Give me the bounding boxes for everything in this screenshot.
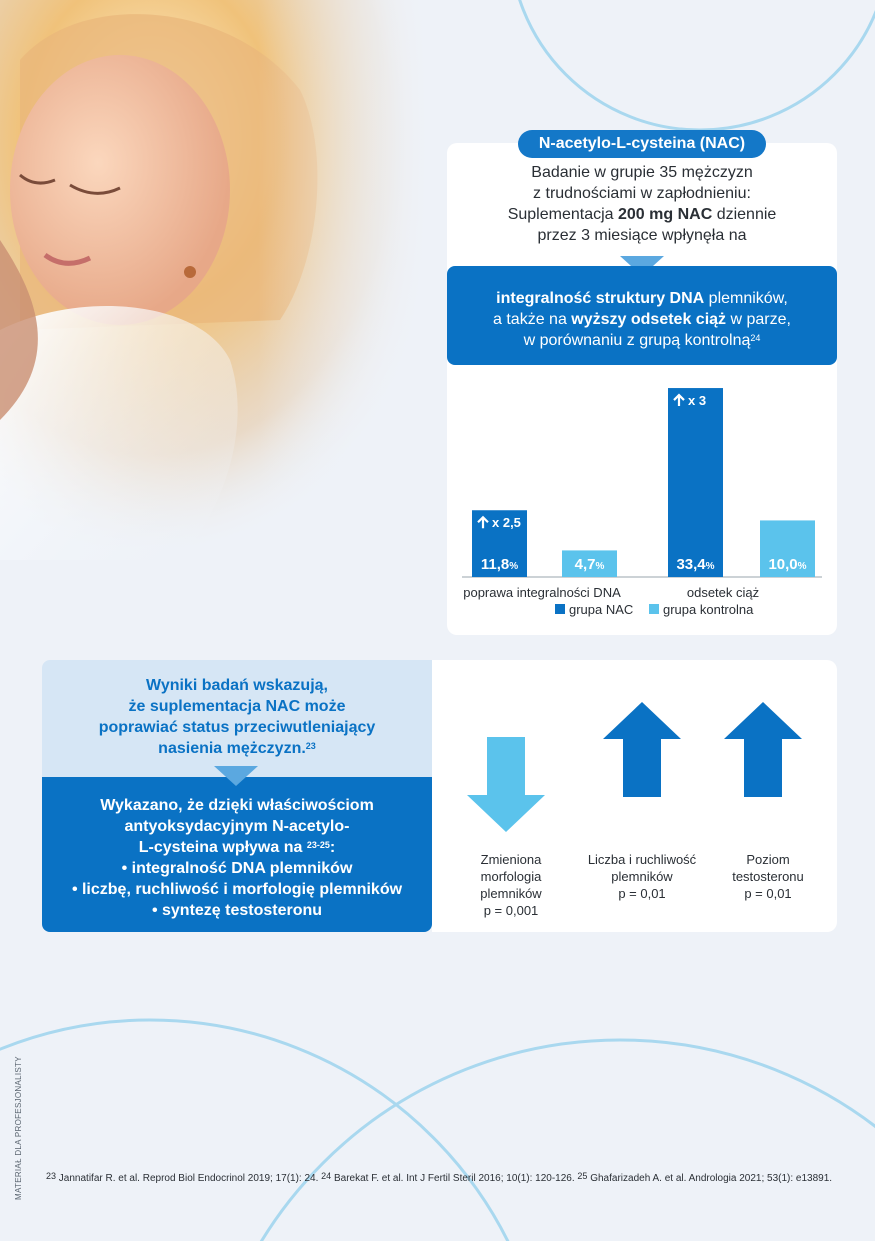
summary-box xyxy=(42,660,432,777)
arrow-label-morphology xyxy=(456,851,566,919)
arrow-label-line: p = 0,01 xyxy=(744,886,792,901)
effects-item: • syntezę testosteronu xyxy=(151,902,323,919)
effects-line: L-cysteina wpływa na $^{23-25}$: xyxy=(138,839,336,856)
arrow-label-testosterone xyxy=(718,851,818,902)
results-bar-chart xyxy=(447,370,837,625)
side-label: MATERIAŁ DLA PROFESJONALISTY xyxy=(14,1056,23,1200)
summary-line: że suplementacja NAC może xyxy=(128,698,346,715)
legend-label: grupa NAC xyxy=(569,602,634,617)
arrow-label-line: p = 0,01 xyxy=(618,886,666,901)
summary-line: Wyniki badań wskazują, xyxy=(146,677,328,694)
summary-line: nasienia mężczyzn.$^{23}$ xyxy=(158,740,316,757)
girl-hug-photo xyxy=(0,0,430,560)
pointer-triangle xyxy=(214,766,258,786)
chart-value-label: 10,0% xyxy=(768,556,807,573)
arrow-up-icon xyxy=(603,702,681,797)
arrow-label-line: Zmieniona xyxy=(480,852,542,867)
arrow-label-line: morfologia xyxy=(480,869,542,884)
effects-item: • integralność DNA plemników xyxy=(121,860,353,877)
arrow-label-line: plemników xyxy=(480,886,542,901)
intro-line: z trudnościami w zapłodnieniu: xyxy=(533,185,751,202)
effects-item: • liczbę, ruchliwość i morfologię plemników xyxy=(71,881,403,898)
legend-swatch xyxy=(649,604,659,614)
arrow-label-line: plemników xyxy=(611,869,673,884)
arrow-label-line: Liczba i ruchliwość xyxy=(587,852,697,867)
intro-line: Badanie w grupie 35 mężczyzn xyxy=(531,164,753,181)
chart-bar xyxy=(668,388,723,577)
chart-multiplier-label: x 2,5 xyxy=(492,515,521,531)
arrow-label-line: Poziom xyxy=(746,852,790,867)
result-line: w porównaniu z grupą kontrolną$^{24}$ xyxy=(523,332,761,349)
legend-swatch xyxy=(555,604,565,614)
intro-line: przez 3 miesiące wpłynęła na xyxy=(537,227,747,244)
arrow-label-line: p = 0,001 xyxy=(483,903,539,918)
chart-category-label: poprawa integralności DNA xyxy=(463,585,621,600)
chart-multiplier-label: x 3 xyxy=(688,393,707,409)
study-description xyxy=(447,162,837,246)
result-box xyxy=(447,266,837,365)
footnotes: $^{23}$ Jannatifar R. et al. Reprod Biol Endocrinol 2019; 17(1): 24. $^{24}$ Barekat F. et al. Int J Fertil Steril 2016; 10(1): 120-126. $^{25}$ Ghafarizadeh A. et al. Andrologia 2021; 53(1): e13891. xyxy=(46,1171,833,1184)
effects-line: Wykazano, że dzięki właściwościom xyxy=(100,797,374,814)
effects-line: antyoksydacyjnym N-acetylo- xyxy=(124,818,350,835)
effects-box xyxy=(42,777,432,932)
chart-category-label: odsetek ciąż xyxy=(686,585,760,600)
intro-line: Suplementacja 200 mg NAC dziennie xyxy=(507,206,777,223)
result-line: integralność struktury DNA plemników, xyxy=(496,290,788,307)
arrow-up-icon xyxy=(724,702,802,797)
legend-label: grupa kontrolna xyxy=(663,602,754,617)
chart-value-label: 11,8% xyxy=(480,556,519,573)
nac-title-badge: N-acetylo-L-cysteina (NAC) xyxy=(518,130,766,158)
chart-value-label: 4,7% xyxy=(574,556,605,573)
arrow-label-count xyxy=(577,851,707,902)
arrow-label-line: testosteronu xyxy=(732,869,804,884)
summary-line: poprawiać status przeciwutleniający xyxy=(98,719,376,736)
chart-value-label: 33,4% xyxy=(676,556,715,573)
arrow-down-icon xyxy=(467,737,545,832)
result-line: a także na wyższy odsetek ciąż w parze, xyxy=(493,311,791,328)
